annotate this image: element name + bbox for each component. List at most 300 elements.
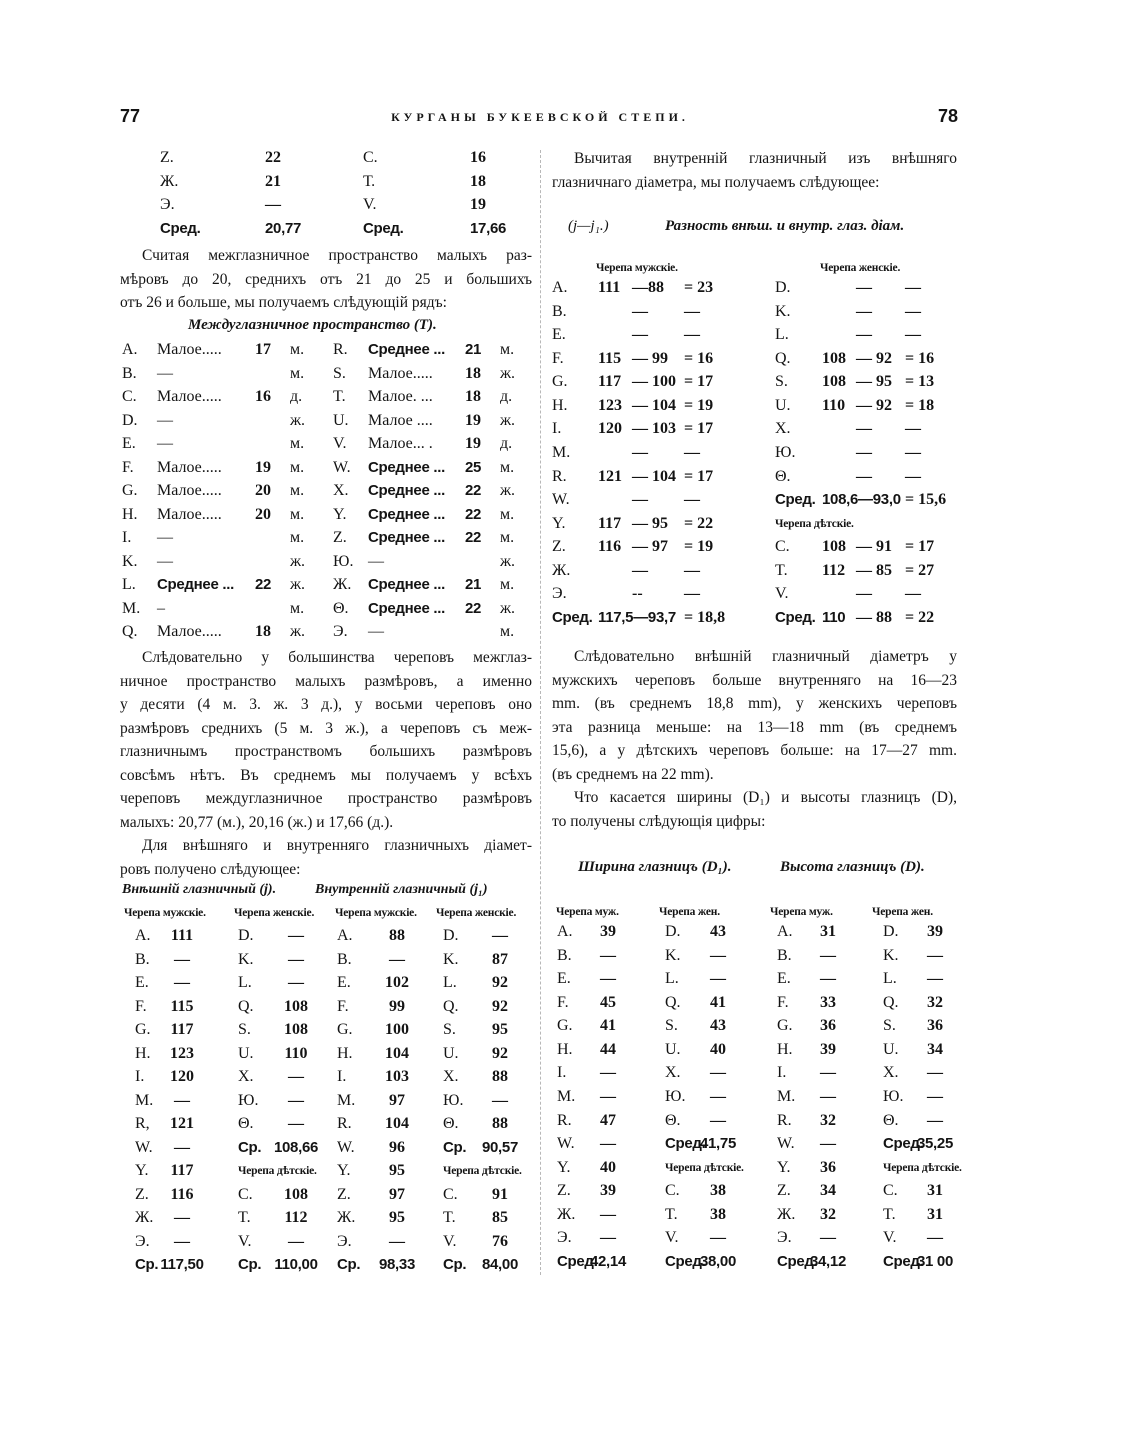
orbit-row-cell: —: [710, 1087, 726, 1105]
diameter-row-cell: Э.: [337, 1232, 352, 1250]
orbit-row-cell: 36: [927, 1017, 943, 1035]
interorbital-row-cell: м.: [290, 364, 305, 382]
orbit-row-cell: D.: [665, 923, 681, 940]
difference-row-cell: 121: [598, 467, 622, 485]
paragraph-line: ничное пространство малыхъ размѣровъ, а именно: [120, 672, 532, 690]
orbit-row-cell: Ж.: [777, 1205, 796, 1223]
orbit-row-cell: 33: [820, 993, 836, 1011]
orbit-row-cell: 34: [927, 1040, 943, 1058]
diameter-row-cell: 108: [284, 1021, 308, 1038]
orbit-row-cell: —: [820, 946, 836, 964]
interorbital-row-cell: Малое.....: [157, 388, 222, 405]
orbit-row-cell: —: [820, 1064, 836, 1082]
diameter-row-cell: 95: [492, 1021, 508, 1038]
diameter-row-cell: Ср.: [135, 1256, 159, 1273]
interorbital-heading: Междуглазничное пространство (T).: [188, 317, 437, 333]
diameter-row-cell: 123: [170, 1044, 194, 1062]
column-divider: [540, 150, 541, 1275]
difference-row-cell: = 17: [905, 538, 935, 556]
orbit-row-cell: C.: [665, 1182, 680, 1200]
difference-row-cell: —: [856, 279, 872, 296]
diameter-row-cell: 104: [385, 1044, 409, 1062]
difference-row-cell: —: [684, 561, 700, 579]
interorbital-row-cell: 17: [255, 341, 271, 358]
interorbital-row-cell: Малое... .: [368, 435, 433, 452]
diameter-row-cell: Y.: [337, 1162, 351, 1179]
orbit-row-cell: B.: [777, 946, 792, 964]
orbit-row-cell: M.: [557, 1087, 576, 1105]
interorbital-row-cell: X.: [333, 482, 349, 499]
intercanthal-summary-cell: 20,77: [265, 219, 302, 237]
diameter-row-cell: —: [492, 927, 508, 944]
paragraph-line: у десяти (4 м. 3. ж. 3 д.), у восьми череповъ оно: [120, 696, 532, 713]
difference-row-cell: --: [632, 585, 643, 603]
diameter-row-cell: Θ.: [443, 1115, 459, 1132]
paragraph-line: Слѣдовательно внѣшнiй глазничный дiаметръ у: [574, 648, 957, 665]
difference-row-cell: — 92: [856, 349, 892, 367]
diameter-row-cell: U.: [238, 1044, 254, 1062]
difference-row-cell: — 99: [632, 349, 668, 367]
diameter-row-cell: 84,00: [481, 1256, 519, 1273]
diameter-column-header: Черепа мужскiе.: [335, 907, 417, 919]
paragraph-line: глазничнымъ пространствомъ большихъ размѣровъ: [120, 743, 532, 760]
paragraph-line: размѣровъ среднихъ (5 м. 3 ж.), а череповъ съ меж-: [120, 719, 532, 737]
orbit-width-heading: Ширина глазницъ (D₁).: [578, 859, 732, 875]
orbit-row-cell: X.: [665, 1064, 681, 1082]
orbit-row-cell: —: [710, 946, 726, 964]
orbit-row-cell: 42,14: [589, 1252, 627, 1270]
orbit-row-cell: X.: [883, 1064, 899, 1082]
interorbital-row-cell: ж.: [500, 411, 516, 429]
interorbital-row-cell: A.: [122, 341, 138, 358]
orbit-row-cell: Z.: [777, 1182, 791, 1200]
outer-diameter-heading: Внѣшнiй глазничный (j).: [122, 882, 277, 897]
interorbital-row-cell: ж.: [500, 482, 516, 499]
orbit-row-cell: M.: [777, 1087, 796, 1105]
diameter-row-cell: —: [492, 1091, 508, 1109]
difference-row-cell: —: [905, 420, 921, 438]
interorbital-row-cell: м.: [500, 505, 515, 523]
interorbital-row-cell: I.: [122, 529, 132, 546]
diameter-row-cell: 111: [170, 927, 194, 944]
difference-row-cell: 110: [822, 608, 846, 626]
orbit-row-cell: R.: [777, 1111, 792, 1129]
intercanthal-summary-cell: 16: [470, 149, 486, 166]
difference-row-cell: —: [905, 302, 921, 320]
orbit-row-cell: —: [927, 1064, 943, 1082]
diameter-row-cell: —: [288, 974, 304, 991]
difference-row-cell: —: [684, 443, 700, 461]
interorbital-row-cell: Среднее ...: [157, 576, 234, 593]
diameter-row-cell: L.: [443, 974, 457, 991]
difference-row-cell: D.: [775, 279, 791, 296]
diff-header-female: Черепа женскiе.: [820, 262, 901, 274]
difference-row-cell: — 104: [632, 467, 676, 485]
orbit-row-cell: W.: [557, 1135, 575, 1153]
interorbital-row-cell: L.: [122, 576, 136, 593]
difference-row-cell: —: [905, 326, 921, 344]
diameter-row-cell: 92: [492, 1044, 508, 1062]
diameter-row-cell: —: [174, 974, 190, 991]
difference-row-cell: = 27: [905, 561, 935, 579]
difference-row-cell: L.: [775, 326, 789, 344]
interorbital-row-cell: м.: [500, 623, 515, 640]
orbit-row-cell: —: [600, 1205, 616, 1223]
difference-row-cell: —: [856, 326, 872, 344]
orbit-row-cell: 31 00: [916, 1252, 954, 1270]
orbit-row-cell: —: [820, 1135, 836, 1153]
diameter-row-cell: Q.: [443, 997, 459, 1015]
interorbital-row-cell: 19: [465, 411, 481, 429]
diameter-row-cell: 117,50: [160, 1256, 204, 1273]
interorbital-row-cell: Q.: [122, 623, 138, 640]
orbit-row-cell: K.: [665, 946, 681, 964]
interorbital-row-cell: E.: [122, 435, 136, 452]
orbit-row-cell: Э.: [777, 1229, 792, 1247]
diameter-row-cell: 108: [284, 1185, 308, 1203]
orbit-row-cell: 31: [927, 1205, 943, 1223]
difference-row-cell: —: [632, 302, 648, 320]
interorbital-row-cell: Малое.....: [157, 623, 222, 640]
interorbital-row-cell: U.: [333, 411, 349, 429]
difference-row-cell: —: [856, 443, 872, 461]
orbit-row-cell: Черепа дѣтскiе.: [665, 1161, 744, 1174]
interorbital-row-cell: T.: [333, 388, 346, 405]
interorbital-row-cell: ж.: [290, 623, 306, 640]
orbit-row-cell: Сред.: [557, 1252, 598, 1270]
orbit-row-cell: 38: [710, 1182, 726, 1200]
paragraph-line: Для внѣшняго и внутренняго глазничныхъ дiамет-: [142, 837, 532, 854]
diameter-row-cell: —: [288, 950, 304, 968]
interorbital-row-cell: M.: [122, 599, 141, 617]
diameter-row-cell: Э.: [135, 1232, 150, 1250]
difference-row-cell: —: [632, 443, 648, 461]
diameter-row-cell: 97: [389, 1185, 405, 1203]
interorbital-row-cell: —: [157, 411, 173, 429]
orbit-row-cell: H.: [557, 1040, 573, 1058]
difference-row-cell: B.: [552, 302, 567, 320]
diameter-row-cell: —: [288, 927, 304, 944]
diameter-row-cell: Ю.: [238, 1091, 259, 1109]
orbit-row-cell: 36: [820, 1158, 836, 1176]
diameter-row-cell: W.: [135, 1138, 153, 1156]
difference-row-cell: = 22: [905, 608, 935, 626]
intercanthal-summary-cell: Т.: [363, 172, 376, 190]
interorbital-row-cell: м.: [290, 341, 305, 358]
difference-row-cell: T.: [775, 561, 788, 579]
intercanthal-summary-cell: 18: [470, 172, 486, 190]
interorbital-row-cell: 20: [255, 505, 271, 523]
interorbital-row-cell: G.: [122, 482, 138, 499]
orbit-row-cell: I.: [777, 1064, 787, 1082]
diameter-row-cell: 108: [284, 997, 308, 1015]
interorbital-row-cell: Малое.....: [368, 364, 433, 382]
difference-row-cell: — 97: [632, 538, 668, 556]
difference-row-cell: 123: [598, 396, 622, 414]
intercanthal-summary-cell: 22: [265, 149, 281, 166]
interorbital-row-cell: 22: [465, 599, 482, 617]
difference-row-cell: Черепа дѣтскiе.: [775, 517, 854, 530]
difference-row-cell: A.: [552, 279, 568, 296]
intercanthal-summary-cell: —: [265, 196, 281, 213]
orbit-row-cell: Y.: [557, 1158, 571, 1176]
difference-row-cell: —: [684, 326, 700, 344]
orbit-row-cell: U.: [665, 1040, 681, 1058]
orbit-row-cell: Θ.: [883, 1111, 899, 1129]
diameter-row-cell: 85: [492, 1209, 508, 1226]
orbit-row-cell: —: [710, 1229, 726, 1247]
interorbital-row-cell: м.: [290, 458, 305, 476]
interorbital-row-cell: ж.: [500, 599, 516, 617]
diameter-row-cell: 92: [492, 974, 508, 991]
diameter-row-cell: B.: [135, 950, 150, 968]
diameter-row-cell: T.: [443, 1209, 456, 1226]
orbit-row-cell: —: [710, 970, 726, 988]
interorbital-row-cell: 22: [465, 482, 482, 499]
orbit-row-cell: 36: [820, 1017, 836, 1035]
diameter-row-cell: R.: [337, 1115, 352, 1132]
orbit-row-cell: —: [820, 1087, 836, 1105]
difference-row-cell: Q.: [775, 349, 791, 367]
diameter-row-cell: I.: [135, 1068, 145, 1085]
diameter-row-cell: X.: [238, 1068, 254, 1085]
orbit-row-cell: C.: [883, 1182, 898, 1200]
diameter-row-cell: Ср.: [443, 1256, 467, 1273]
interorbital-row-cell: Θ.: [333, 599, 349, 617]
difference-row-cell: —: [684, 585, 700, 603]
diameter-row-cell: A.: [337, 927, 353, 944]
difference-row-cell: —88: [632, 279, 664, 296]
paragraph-line: череповъ междуглазничное пространство размѣровъ: [120, 790, 532, 807]
diameter-row-cell: 76: [492, 1232, 508, 1250]
interorbital-row-cell: Среднее ...: [368, 458, 445, 476]
intercanthal-summary-cell: Сред.: [160, 219, 201, 237]
interorbital-row-cell: 18: [465, 388, 481, 405]
difference-row-cell: —: [905, 279, 921, 296]
diameter-row-cell: D.: [443, 927, 459, 944]
difference-row-cell: — 92: [856, 396, 892, 414]
difference-row-cell: = 13: [905, 373, 935, 391]
paragraph-line: глазничнаго дiаметра, мы получаемъ слѣдующее:: [552, 173, 880, 191]
difference-row-cell: 117: [598, 373, 622, 391]
interorbital-row-cell: V.: [333, 435, 347, 452]
diameter-row-cell: R,: [135, 1115, 150, 1132]
diameter-column-header: Черепа женскiе.: [234, 907, 315, 919]
difference-row-cell: G.: [552, 373, 568, 391]
interorbital-row-cell: Малое.....: [157, 505, 222, 523]
difference-row-cell: U.: [775, 396, 791, 414]
paragraph-line: совсѣмъ нѣтъ. Въ среднемъ мы получаемъ у всѣхъ: [120, 766, 532, 784]
difference-row-cell: —: [905, 443, 921, 461]
interorbital-row-cell: ж.: [290, 411, 306, 429]
diameter-row-cell: H.: [337, 1044, 353, 1062]
difference-row-cell: = 15,6: [905, 491, 947, 509]
difference-row-cell: = 18,8: [684, 608, 726, 626]
orbit-row-cell: V.: [665, 1229, 679, 1247]
diameter-row-cell: K.: [443, 950, 459, 968]
orbit-row-cell: L.: [883, 970, 897, 988]
interorbital-row-cell: K.: [122, 552, 138, 570]
diameter-row-cell: Ю.: [443, 1091, 464, 1109]
difference-row-cell: Э.: [552, 585, 567, 603]
diameter-row-cell: 88: [492, 1115, 508, 1132]
diameter-row-cell: Y.: [135, 1162, 149, 1179]
orbit-row-cell: 41,75: [699, 1135, 737, 1153]
interorbital-row-cell: Малое ....: [368, 411, 433, 429]
interorbital-row-cell: 21: [465, 341, 482, 358]
diameter-row-cell: Ср.: [238, 1138, 262, 1156]
difference-row-cell: 111: [598, 279, 621, 296]
difference-row-cell: 116: [598, 538, 622, 556]
orbit-row-cell: F.: [557, 993, 569, 1011]
orbit-row-cell: E.: [557, 970, 571, 988]
right-page-number: 78: [938, 106, 959, 126]
diameter-row-cell: —: [174, 1209, 190, 1226]
diameter-row-cell: —: [288, 1091, 304, 1109]
orbit-row-cell: 38: [710, 1205, 726, 1223]
diameter-row-cell: C.: [238, 1185, 253, 1203]
left-page-number: 77: [120, 106, 141, 126]
orbit-row-cell: —: [710, 1064, 726, 1082]
difference-row-cell: — 85: [856, 561, 892, 579]
orbit-row-cell: B.: [557, 946, 572, 964]
diameter-row-cell: X.: [443, 1068, 459, 1085]
intercanthal-summary-cell: 21: [265, 172, 281, 190]
orbit-row-cell: Ю.: [883, 1087, 904, 1105]
interorbital-row-cell: м.: [500, 529, 515, 546]
diameter-row-cell: 120: [170, 1068, 194, 1085]
interorbital-row-cell: B.: [122, 364, 137, 382]
difference-row-cell: = 23: [684, 279, 714, 296]
paragraph-line: Что касается ширины (D₁) и высоты глазницъ (D),: [574, 789, 957, 806]
diameter-row-cell: M.: [337, 1091, 356, 1109]
intercanthal-summary-cell: Сред.: [363, 219, 404, 237]
diameter-row-cell: E.: [135, 974, 149, 991]
orbit-row-cell: —: [600, 1064, 616, 1082]
orbit-row-cell: F.: [777, 993, 789, 1011]
difference-row-cell: = 17: [684, 373, 714, 391]
difference-row-cell: —: [905, 585, 921, 603]
interorbital-row-cell: —: [157, 435, 173, 452]
difference-row-cell: = 16: [684, 349, 714, 367]
diameter-row-cell: Ж.: [135, 1209, 154, 1226]
orbit-row-cell: I.: [557, 1064, 567, 1082]
orbit-row-cell: 39: [820, 1040, 836, 1058]
orbit-row-cell: —: [927, 970, 943, 988]
interorbital-row-cell: Ю.: [333, 552, 354, 570]
orbit-row-cell: V.: [883, 1229, 897, 1247]
diameter-row-cell: Черепа дѣтскiе.: [238, 1165, 317, 1177]
interorbital-row-cell: Среднее ...: [368, 505, 445, 523]
orbit-row-cell: R.: [557, 1111, 572, 1129]
interorbital-row-cell: Среднее ...: [368, 529, 445, 546]
diameter-row-cell: 96: [389, 1138, 405, 1156]
orbit-row-cell: 39: [600, 923, 616, 940]
interorbital-row-cell: Y.: [333, 505, 347, 523]
diameter-row-cell: H.: [135, 1044, 151, 1062]
paragraph-line: то получены слѣдующiя цифры:: [552, 812, 766, 830]
interorbital-row-cell: Малое. ...: [368, 388, 433, 405]
diameter-row-cell: M.: [135, 1091, 154, 1109]
diameter-row-cell: 108,66: [273, 1138, 319, 1156]
diameter-row-cell: —: [288, 1068, 304, 1085]
diff-header-male: Черепа мужскiе.: [596, 262, 678, 274]
orbit-row-cell: —: [820, 970, 836, 988]
difference-row-cell: I.: [552, 420, 562, 438]
diameter-row-cell: —: [174, 1232, 190, 1250]
orbit-column-header: Черепа жен.: [659, 906, 720, 918]
interorbital-row-cell: S.: [333, 364, 346, 382]
orbit-row-cell: —: [600, 946, 616, 964]
difference-row-cell: C.: [775, 538, 790, 556]
orbit-row-cell: 31: [927, 1182, 943, 1200]
diameter-row-cell: C.: [443, 1185, 458, 1203]
interorbital-row-cell: 18: [255, 623, 271, 640]
interorbital-row-cell: —: [368, 623, 384, 640]
orbit-row-cell: —: [600, 1087, 616, 1105]
orbit-row-cell: —: [600, 1229, 616, 1247]
diameter-row-cell: Θ.: [238, 1115, 254, 1132]
difference-row-cell: —: [856, 467, 872, 485]
paragraph-line: (въ среднемъ на 22 mm).: [552, 765, 714, 783]
interorbital-row-cell: ж.: [290, 576, 306, 593]
interorbital-row-cell: Среднее ...: [368, 599, 445, 617]
paragraph-line: ровъ получено слѣдующее:: [120, 860, 301, 878]
interorbital-row-cell: Среднее ...: [368, 482, 445, 499]
interorbital-row-cell: 16: [255, 388, 271, 405]
orbit-row-cell: 44: [600, 1040, 616, 1058]
difference-row-cell: — 104: [632, 396, 676, 414]
orbit-row-cell: 40: [710, 1040, 726, 1058]
difference-row-cell: — 103: [632, 420, 676, 438]
difference-row-cell: Ж.: [552, 561, 571, 579]
diameter-row-cell: Ср.: [238, 1256, 262, 1273]
interorbital-row-cell: –: [157, 599, 165, 617]
diameter-row-cell: 112: [284, 1209, 308, 1226]
diameter-row-cell: 117: [170, 1021, 194, 1038]
diameter-row-cell: U.: [443, 1044, 459, 1062]
orbit-row-cell: G.: [557, 1017, 573, 1035]
orbit-row-cell: 47: [600, 1111, 616, 1129]
diameter-row-cell: 102: [385, 974, 409, 991]
interorbital-row-cell: —: [157, 529, 173, 546]
diameter-column-header: Черепа мужскiе.: [124, 907, 206, 919]
paragraph-line: 15,6), а у дѣтскихъ череповъ больше: на 17—27 mm.: [552, 742, 957, 759]
diameter-row-cell: —: [288, 1115, 304, 1132]
orbit-row-cell: 31: [820, 923, 836, 940]
orbit-row-cell: —: [600, 970, 616, 988]
difference-row-cell: Θ.: [775, 467, 791, 485]
orbit-row-cell: 32: [820, 1111, 836, 1129]
intercanthal-summary-cell: V.: [363, 196, 377, 213]
paragraph-line: Слѣдовательно у большинства череповъ межглаз-: [142, 649, 532, 666]
orbit-row-cell: K.: [883, 946, 899, 964]
diameter-row-cell: —: [174, 1091, 190, 1109]
diameter-row-cell: 97: [389, 1091, 405, 1109]
diameter-row-cell: L.: [238, 974, 252, 991]
orbit-row-cell: T.: [665, 1205, 678, 1223]
orbit-row-cell: T.: [883, 1205, 896, 1223]
interorbital-row-cell: —: [157, 552, 173, 570]
difference-row-cell: 110: [822, 396, 846, 414]
interorbital-row-cell: Среднее ...: [368, 576, 445, 593]
difference-row-cell: E.: [552, 326, 566, 344]
difference-row-cell: 117: [598, 514, 622, 532]
intercanthal-summary-cell: С.: [363, 149, 378, 166]
diameter-row-cell: 116: [170, 1185, 194, 1203]
difference-row-cell: 117,5—93,7: [598, 608, 676, 626]
diameter-row-cell: —: [389, 1232, 405, 1250]
